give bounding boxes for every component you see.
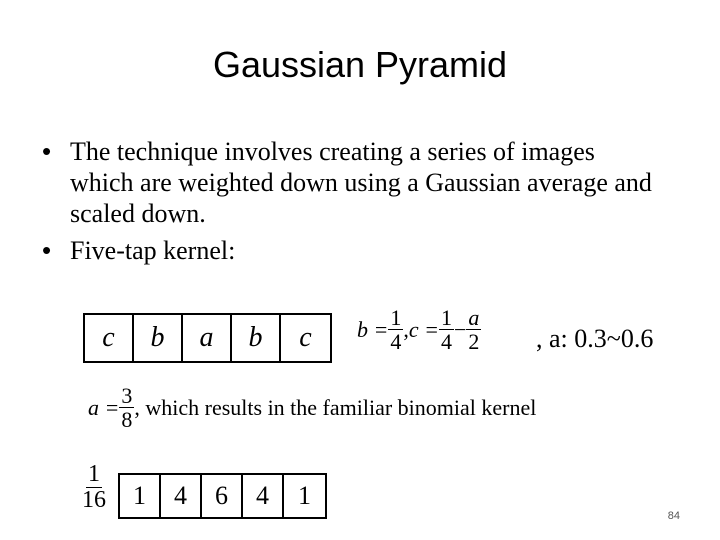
c-fraction-1	[439, 306, 454, 353]
c-denominator-1: 4	[440, 329, 452, 355]
kernel-cell: b	[134, 315, 183, 361]
bullet-text: Five-tap kernel:	[70, 236, 236, 265]
a-numerator: 3	[121, 383, 133, 408]
kernel-cell: b	[232, 315, 281, 361]
b-lhs: b =	[357, 316, 389, 342]
bullet-text: The technique involves creating a series of images which are weighted down using a Gaussian average and scaled down.	[70, 137, 652, 228]
c-numerator-1: 1	[440, 305, 452, 330]
a-lhs: a =	[88, 394, 120, 420]
a-fraction	[119, 384, 134, 431]
five-tap-kernel-table	[83, 313, 332, 363]
binomial-numerator: 1	[88, 461, 100, 487]
binomial-cell: 1	[298, 481, 311, 510]
page-number: 84	[667, 510, 680, 522]
b-fraction	[388, 306, 403, 353]
slide-title: Gaussian Pyramid	[212, 44, 508, 85]
a-value-formula	[88, 384, 536, 431]
binomial-denominator: 16	[82, 487, 106, 514]
c-numerator-2: a	[468, 305, 480, 330]
binomial-cell: 4	[161, 475, 202, 517]
b-denominator: 4	[390, 329, 402, 355]
bullet-dot-icon: •	[42, 136, 52, 166]
kernel-cell: c	[299, 322, 312, 353]
binomial-cell: 4	[243, 475, 284, 517]
c-fraction-2	[466, 306, 481, 353]
bullet-item	[42, 235, 662, 266]
c-denominator-2: 2	[468, 329, 480, 355]
b-numerator: 1	[390, 305, 402, 330]
binomial-description: , which results in the familiar binomial kernel	[134, 394, 537, 420]
kernel-cell: a	[183, 315, 232, 361]
formula-separator: ,	[403, 316, 409, 342]
bullet-list	[42, 136, 662, 272]
binomial-scale-fraction	[82, 462, 106, 513]
bullet-item	[42, 136, 662, 229]
kernel-cell: c	[85, 315, 134, 361]
a-denominator: 8	[121, 407, 133, 433]
bullet-dot-icon: •	[42, 235, 52, 265]
alpha-range-text: , a: 0.3~0.6	[536, 324, 654, 353]
binomial-kernel-table	[118, 473, 327, 519]
binomial-cell: 6	[202, 475, 243, 517]
binomial-cell: 1	[120, 475, 161, 517]
binomial-fraction	[82, 462, 106, 513]
minus-sign: −	[453, 316, 467, 342]
kernel-formula	[357, 306, 481, 353]
c-lhs: c =	[408, 316, 439, 342]
